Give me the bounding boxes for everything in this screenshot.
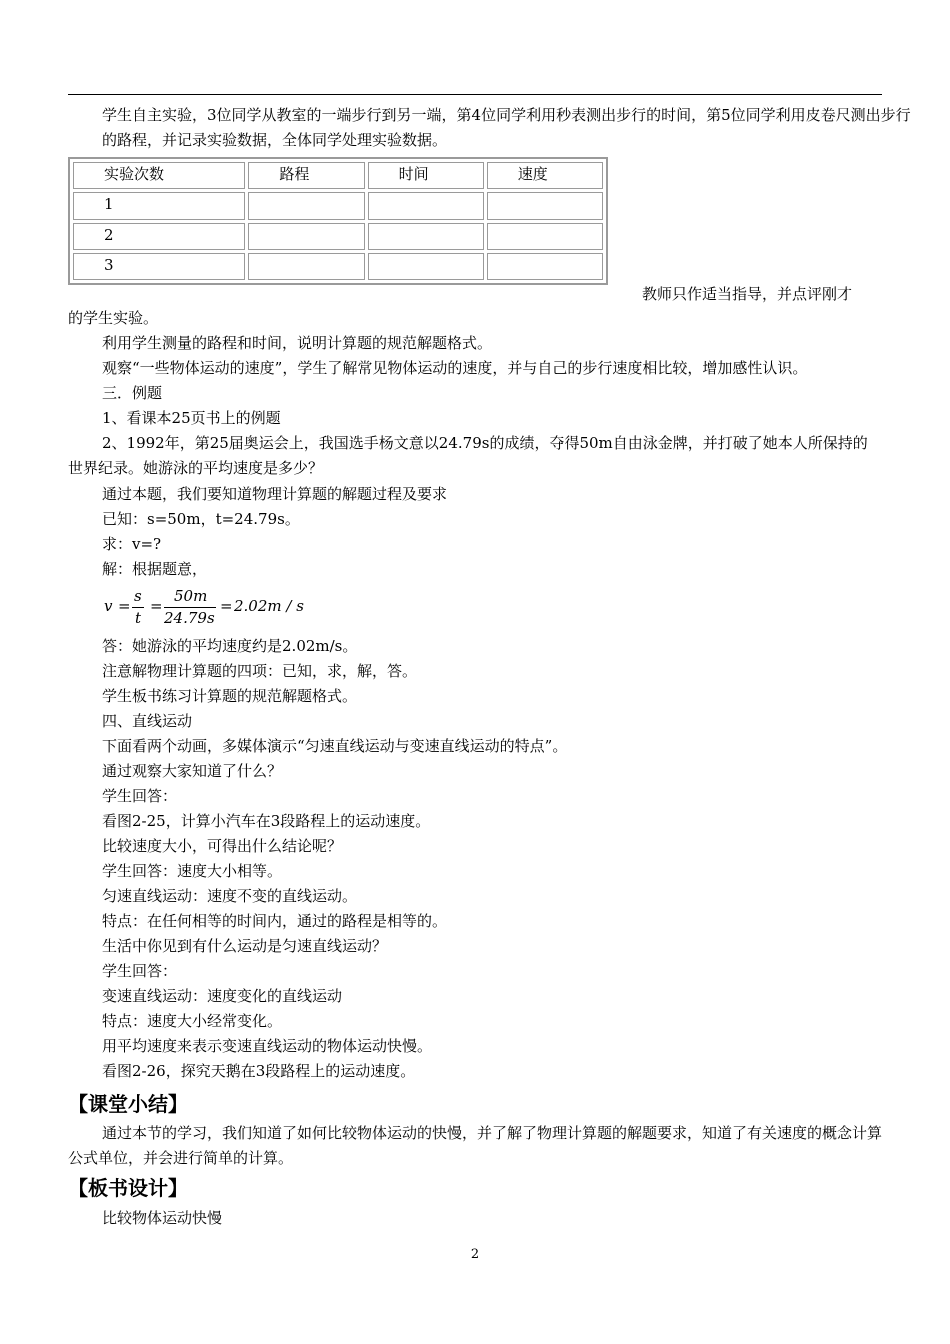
formula-s: s — [134, 587, 142, 605]
table-cell — [487, 192, 603, 219]
table-header-cell: 速度 — [487, 162, 603, 189]
body-line: 1、看课本25页书上的例题 — [102, 409, 281, 427]
table-header-cell: 实验次数 — [73, 162, 245, 189]
example-2-paragraph: 2、1992年，第25届奥运会上，我国选手杨文意以24.79s的成绩，夺得50m自由泳金牌，并打破了她本人所保持的世界纪录。她游泳的平均速度是多少？ — [68, 434, 868, 477]
body-line: 看图2-26，探究天鹅在3段路程上的运动速度。 — [102, 1062, 416, 1080]
body-line: 比较速度大小，可得出什么结论呢？ — [102, 837, 343, 855]
formula-v: v — [104, 597, 113, 615]
table-row — [73, 192, 603, 219]
body-line: 看图2-25，计算小汽车在3段路程上的运动速度。 — [102, 812, 431, 830]
table-header-cell: 路程 — [248, 162, 364, 189]
summary-paragraph: 通过本节的学习，我们知道了如何比较物体运动的快慢，并了解了物理计算题的解题要求，知道了有关速度的概念计算公式单位，并会进行简单的计算。 — [68, 1124, 883, 1167]
table-cell: 3 — [73, 253, 245, 280]
board-design-heading: 【板书设计】 — [68, 1176, 188, 1200]
header-rule — [68, 94, 882, 95]
body-line: 学生回答：速度大小相等。 — [102, 862, 283, 880]
body-line: 利用学生测量的路程和时间，说明计算题的规范解题格式。 — [102, 334, 493, 352]
body-line: 注意解物理计算题的四项：已知，求，解，答。 — [102, 662, 418, 680]
table-cell — [368, 223, 484, 250]
body-line: 通过观察大家知道了什么？ — [102, 762, 283, 780]
table-header-cell: 时间 — [368, 162, 484, 189]
after-table-continuation: 的学生实验。 — [68, 309, 159, 327]
find-line: 求：v=? — [102, 535, 162, 553]
board-design-text: 比较物体运动快慢 — [102, 1209, 223, 1227]
table-cell: 2 — [73, 223, 245, 250]
table-header-row — [73, 162, 603, 189]
body-line: 用平均速度来表示变速直线运动的物体运动快慢。 — [102, 1037, 433, 1055]
body-line: 观察“一些物体运动的速度”，学生了解常见物体运动的速度，并与自己的步行速度相比较，增加感性认识。 — [102, 359, 808, 377]
page-number: 2 — [470, 1247, 480, 1262]
table-cell — [487, 223, 603, 250]
body-line: 匀速直线运动：速度不变的直线运动。 — [102, 887, 358, 905]
table-cell — [248, 253, 364, 280]
solution-line: 解：根据题意， — [102, 560, 208, 578]
given-line: 已知：s=50m，t=24.79s。 — [102, 510, 300, 528]
table-cell — [248, 192, 364, 219]
body-line: 特点：速度大小经常变化。 — [102, 1012, 283, 1030]
body-line: 生活中你见到有什么运动是匀速直线运动？ — [102, 937, 388, 955]
table-cell — [487, 253, 603, 280]
section-heading-linear-motion: 四、直线运动 — [102, 712, 193, 730]
body-line: 学生回答： — [102, 962, 178, 980]
formula-denominator: 24.79s — [164, 609, 215, 627]
table-cell: 1 — [73, 192, 245, 219]
body-line: 通过本题，我们要知道物理计算题的解题过程及要求 — [102, 485, 448, 503]
formula-equals: = — [118, 597, 131, 615]
body-line: 变速直线运动：速度变化的直线运动 — [102, 987, 343, 1005]
formula-numerator: 50m — [174, 587, 208, 605]
section-heading-examples: 三．例题 — [102, 384, 163, 402]
table-cell — [368, 253, 484, 280]
formula-result: 2.02m / s — [234, 597, 304, 615]
answer-line: 答：她游泳的平均速度约是2.02m/s。 — [102, 637, 358, 655]
formula-equals: = — [220, 597, 233, 615]
body-line: 学生板书练习计算题的规范解题格式。 — [102, 687, 358, 705]
fraction-bar — [132, 607, 144, 608]
formula-t: t — [135, 609, 142, 627]
table-cell — [368, 192, 484, 219]
body-line: 下面看两个动画，多媒体演示“匀速直线运动与变速直线运动的特点”。 — [102, 737, 568, 755]
experiment-table — [68, 157, 608, 285]
formula-equals: = — [150, 597, 163, 615]
fraction-bar — [164, 607, 216, 608]
after-table-text: 教师只作适当指导，并点评刚才 — [642, 285, 853, 303]
intro-paragraph: 学生自主实验，3位同学从教室的一端步行到另一端，第4位同学利用秒表测出步行的时间，第5位同学利用皮卷尺测出步行的路程，并记录实验数据，全体同学处理实验数据。 — [102, 106, 911, 149]
body-line: 学生回答： — [102, 787, 178, 805]
summary-heading: 【课堂小结】 — [68, 1092, 188, 1116]
table-row — [73, 223, 603, 250]
table-cell — [248, 223, 364, 250]
body-line: 特点：在任何相等的时间内，通过的路程是相等的。 — [102, 912, 448, 930]
table-row — [73, 253, 603, 280]
